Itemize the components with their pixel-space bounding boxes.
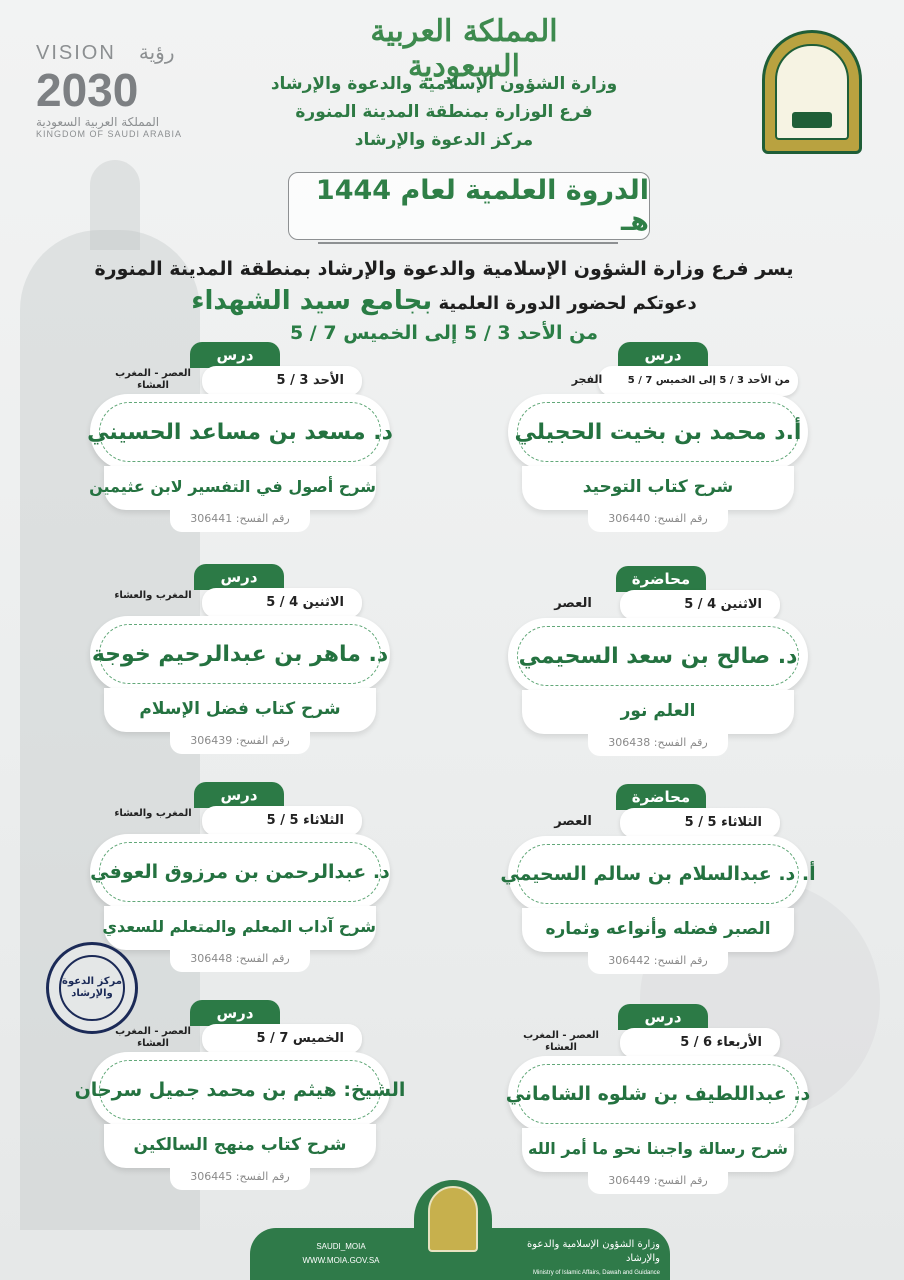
lesson-subject: شرح آداب المعلم والمتعلم للسعدي [104, 906, 376, 950]
vision-year: 2030 [36, 64, 139, 116]
vision-kingdom-en: KINGDOM OF SAUDI ARABIA [36, 129, 183, 139]
permit-number [588, 1170, 728, 1194]
permit-id: 306445 [190, 1170, 233, 1183]
footer-ministry [500, 1238, 660, 1280]
lesson-subject: الصبر فضله وأنواعه وثماره [522, 908, 794, 952]
speaker-box [74, 1052, 406, 1128]
session-time: المغرب والعشاء [114, 590, 192, 601]
permit-id: 306438 [608, 736, 651, 749]
ministry-name: وزارة الشؤون الإسلامية والدعوة والإرشاد [270, 74, 618, 94]
permit-label: رقم الفسح: [653, 512, 708, 525]
session-time: العصر - المغرب العشاء [523, 1030, 599, 1053]
vision-kingdom-ar: المملكة العربية السعودية [36, 115, 160, 129]
speaker-name: الشيخ: هيثم بن محمد جميل سرحان [99, 1060, 381, 1120]
kingdom-calligraphy: المملكة العربية السعودية [370, 14, 558, 84]
permit-number [170, 730, 310, 754]
session-day: الخميس 7 / 5 [202, 1024, 362, 1054]
permit-id: 306439 [190, 734, 233, 747]
session-day: الاثنين 4 / 5 [620, 590, 780, 620]
lesson-subject: شرح أصول في التفسير لابن عثيمين [104, 466, 376, 510]
lesson-subject: شرح رسالة واجبنا نحو ما أمر الله [522, 1128, 794, 1172]
intro-line-2 [74, 286, 814, 316]
center-name: مركز الدعوة والإرشاد [354, 130, 534, 150]
permit-number [588, 732, 728, 756]
quran-icon [792, 112, 832, 128]
session-time: العصر [554, 814, 592, 829]
ministry-emblem [762, 30, 862, 154]
session-day: الثلاثاء 5 / 5 [620, 808, 780, 838]
branch-name: فرع الوزارة بمنطقة المدينة المنورة [295, 102, 593, 122]
permit-label: رقم الفسح: [235, 1170, 290, 1183]
speaker-name: د. عبداللطيف بن شلوه الشاماني [517, 1064, 799, 1124]
session-type-badge: درس [190, 1000, 280, 1026]
speaker-box [90, 834, 390, 910]
session-type-badge: درس [190, 342, 280, 368]
speaker-name: د. ماهر بن عبدالرحيم خوجة [99, 624, 381, 684]
lesson-card [74, 1000, 406, 1190]
speaker-name: د. صالح بن سعد السحيمي [517, 626, 799, 686]
lesson-card [508, 566, 808, 756]
lesson-subject: شرح كتاب التوحيد [522, 466, 794, 510]
session-type-badge: درس [618, 1004, 708, 1030]
speaker-name: د. عبدالرحمن بن مرزوق العوفي [99, 842, 381, 902]
session-type-badge: محاضرة [616, 784, 706, 810]
footer-ministry-ar: وزارة الشؤون الإسلامية والدعوة والإرشاد [527, 1239, 660, 1264]
speaker-box [87, 394, 393, 470]
speaker-name: د. مسعد بن مساعد الحسيني [99, 402, 381, 462]
lesson-subject: العلم نور [522, 690, 794, 734]
title-divider [318, 242, 618, 244]
lesson-card [90, 564, 390, 754]
permit-label: رقم الفسح: [653, 736, 708, 749]
speaker-name: أ.د محمد بن بخيت الحجيلي [517, 402, 799, 462]
permit-label: رقم الفسح: [235, 734, 290, 747]
course-title: الدروة العلمية لعام 1444 هـ [288, 172, 650, 240]
intro-invitation: دعوتكم لحضور الدورة العلمية [438, 293, 697, 314]
background-minaret-top [90, 160, 140, 250]
lesson-subject: شرح كتاب فضل الإسلام [104, 688, 376, 732]
permit-label: رقم الفسح: [653, 954, 708, 967]
official-stamp [46, 942, 138, 1034]
permit-number [588, 508, 728, 532]
permit-number [170, 1166, 310, 1190]
session-time: الفجر [571, 373, 603, 386]
mosque-name: بجامع سيد الشهداء [191, 286, 433, 316]
permit-id: 306442 [608, 954, 651, 967]
permit-id: 306449 [608, 1174, 651, 1187]
session-time: العصر - المغرب العشاء [115, 1026, 191, 1049]
speaker-box [500, 836, 816, 912]
speaker-box [505, 1056, 811, 1132]
lesson-card [508, 342, 808, 532]
stamp-text: مركز الدعوة والإرشاد [59, 955, 125, 1021]
permit-number [588, 950, 728, 974]
lesson-card [500, 784, 816, 974]
permit-id: 306441 [190, 512, 233, 525]
permit-label: رقم الفسح: [653, 1174, 708, 1187]
lesson-card [90, 782, 390, 972]
footer-contact [286, 1240, 396, 1268]
vision-word-ar: رؤية [138, 42, 175, 64]
permit-label: رقم الفسح: [235, 952, 290, 965]
permit-label: رقم الفسح: [235, 512, 290, 525]
permit-number [170, 948, 310, 972]
session-type-badge: درس [194, 782, 284, 808]
speaker-box [508, 394, 808, 470]
permit-number [170, 508, 310, 532]
course-dates: من الأحد 3 / 5 إلى الخميس 7 / 5 [289, 322, 599, 344]
session-time: المغرب والعشاء [114, 808, 192, 819]
session-day: الثلاثاء 5 / 5 [202, 806, 362, 836]
website-link[interactable]: WWW.MOIA.GOV.SA [302, 1256, 380, 1265]
footer-ministry-logo-icon [428, 1186, 478, 1252]
speaker-box [90, 616, 390, 692]
session-time: العصر - المغرب العشاء [115, 368, 191, 391]
session-day: من الأحد 3 / 5 إلى الخميس 7 / 5 [598, 366, 798, 396]
session-type-badge: درس [194, 564, 284, 590]
lesson-card [87, 342, 393, 532]
speaker-box [508, 618, 808, 694]
intro-line-1: يسر فرع وزارة الشؤون الإسلامية والدعوة والإرشاد بمنطقة المدينة المنورة [94, 258, 794, 280]
lesson-subject: شرح كتاب منهج السالكين [104, 1124, 376, 1168]
vision-word-en: VISION [36, 42, 116, 64]
session-day: الأحد 3 / 5 [202, 366, 362, 396]
vision-2030-logo [36, 40, 196, 150]
permit-id: 306440 [608, 512, 651, 525]
speaker-name: أ. د. عبدالسلام بن سالم السحيمي [517, 844, 799, 904]
session-time: العصر [554, 596, 592, 611]
emblem-mihrab-icon [775, 44, 849, 140]
social-handle[interactable]: SAUDI_MOIA [316, 1242, 366, 1251]
session-day: الاثنين 4 / 5 [202, 588, 362, 618]
footer-ministry-en: Ministry of Islamic Affairs, Dawah and Guidance [533, 1270, 660, 1276]
permit-id: 306448 [190, 952, 233, 965]
session-type-badge: درس [618, 342, 708, 368]
lesson-card [505, 1004, 811, 1194]
session-day: الأربعاء 6 / 5 [620, 1028, 780, 1058]
session-type-badge: محاضرة [616, 566, 706, 592]
